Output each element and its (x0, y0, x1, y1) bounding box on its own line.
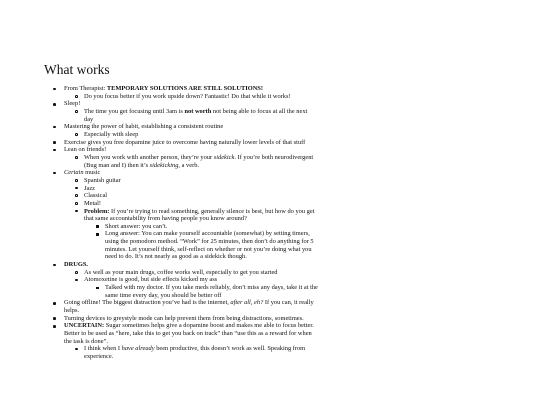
sub-list (74, 131, 318, 139)
sub-list-item (74, 208, 318, 262)
list-item-therapist (50, 85, 318, 100)
sub-list (74, 108, 318, 123)
list-item-sleep (50, 100, 318, 123)
list-item-text: Sugar sometimes helps give a dopamine boost and makes me able to focus better. Better to be used as “here, take this to get you back on track” than “use this as a reward for when the task is done”. (64, 322, 314, 345)
sub-sub-list (95, 284, 318, 299)
bullet-list (50, 85, 318, 361)
sub-list (74, 154, 318, 169)
sub-list (74, 93, 318, 101)
list-item-friends (50, 146, 318, 169)
list-item-uncertain (50, 322, 318, 360)
sub-sub-list-item: Short answer: you can’t. (95, 223, 318, 231)
sub-sub-list-item: Talked with my doctor. If you take meds reliably, don’t miss any days, take it at the same time every day, you should be better off (95, 284, 318, 299)
list-item-text: music (83, 169, 101, 177)
sub-list-item: Do you focus better if you work upside down? Fantastic! Do that while it works! (74, 93, 318, 101)
sub-text: The time you get focusing until 3am is (84, 107, 185, 115)
sub-list-item: Especially with sleep (74, 131, 318, 139)
sub-list-item (74, 108, 318, 123)
sub-list-item (74, 345, 318, 360)
sub-list-item: Spanish guitar (74, 177, 318, 185)
sub-list-item (74, 276, 318, 299)
list-item-text: Sleep! (64, 100, 81, 108)
sub-list-item: As well as your main drugs, coffee works well, especially to get you started (74, 269, 318, 277)
emphasis-text: UNCERTAIN: (64, 322, 105, 330)
list-item-habit (50, 123, 318, 138)
sub-list (74, 269, 318, 300)
italic-text: sidekicking (149, 161, 179, 169)
italic-text: sidekick (213, 153, 235, 161)
italic-text: have already (121, 345, 155, 353)
sub-text: Atomoxetine is good, but side effects kicked my ass (84, 276, 218, 284)
sub-list-item: Metal! (74, 200, 318, 208)
emphasis-text: Problem: (84, 207, 110, 215)
emphasis-text: not worth (184, 107, 212, 115)
sub-list-item: Classical (74, 192, 318, 200)
sub-list (74, 345, 318, 360)
list-item-drugs (50, 261, 318, 299)
list-item-text: From Therapist: (64, 85, 107, 92)
list-item-text: Mastering the power of habit, establishing a consistent routine (64, 123, 224, 131)
list-item-text: If you can, it really helps. (64, 299, 314, 315)
sub-list (74, 177, 318, 261)
emphasis-text: DRUGS. (64, 261, 88, 269)
sub-text: , a verb. (178, 161, 200, 169)
sub-text: I think when I (84, 345, 122, 353)
list-item-text: Lean on friends! (64, 146, 107, 154)
sub-sub-list-item: Long answer: You can make yourself accountable (somewhat) by setting timers, using the pomodoro method. “Work” for 25 minutes, then don’t do anything for 5 minutes. Let yourself think, self-reflect on whether or not you’re doing what you need to do. It’s not nearly as good as a sidekick though. (95, 230, 318, 261)
sub-text: been productive, this doesn’t work as well. Speaking from experience. (84, 345, 306, 360)
sub-text: not being able to focus at all the next day (84, 107, 308, 123)
italic-text: Certain (64, 169, 84, 177)
sub-text: When you work with another person, they’re your (84, 153, 214, 161)
page-title: What works (44, 62, 110, 77)
sub-sub-list (95, 223, 318, 261)
list-item-greystyle: Turning devices to greystyle mode can help prevent them from being distractions, sometimes. (50, 315, 318, 323)
sub-text: . If you’re both neurodivergent (Bug man and I) then it’s (84, 153, 314, 169)
italic-text: after all, eh? (230, 299, 264, 307)
sub-text: If you’re trying to read something, generally silence is best, but how do you get that same accountability from having people you know around? (84, 207, 315, 223)
list-item-exercise: Exercise gives you free dopamine juice to overcome having naturally lower levels of that stuff (50, 139, 318, 147)
list-item-music (50, 169, 318, 261)
list-item-offline (50, 299, 318, 314)
sub-list-item: Jazz (74, 185, 318, 193)
list-item-text: Going offline! The biggest distraction you’ve had is the internet, (64, 299, 231, 307)
document-body (50, 85, 318, 361)
sub-list-item (74, 154, 318, 169)
emphasis-text: TEMPORARY SOLUTIONS ARE STILL SOLUTIONS! (106, 85, 263, 92)
